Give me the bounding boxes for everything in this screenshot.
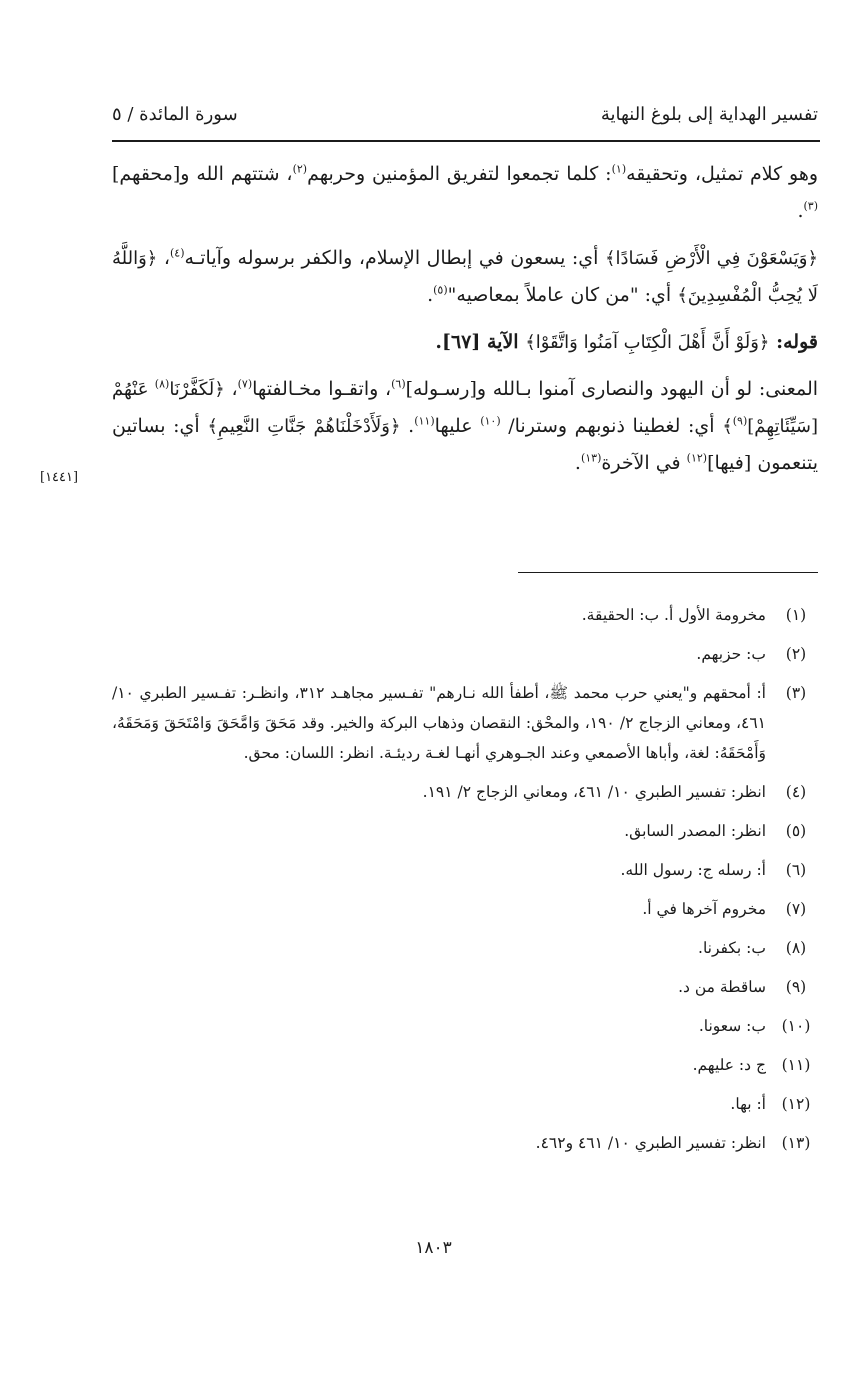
footnotes — [112, 600, 818, 1167]
footnote-text: ب: حزبهم. — [696, 645, 766, 663]
footnote-number: (٢) — [785, 645, 807, 663]
footnote-number: (٥) — [785, 822, 807, 840]
footnote-text: انظر: تفسير الطبري ١٠/ ٤٦١ و٤٦٢. — [535, 1134, 766, 1152]
footnote-text: أ: أمحقهم و"يعني حرب محمد ﷺ، أطفأ الله نـارهم" تفـسير مجاهـد ٣١٢، وانظـر: تفـسير الطبري ١٠/ ٤٦١، ومعاني الزجاج ٢/ ١٩٠، والمحْق: النقصان وذهاب البركة والخير. وقد مَحَقَ وَامَّحَقَ وَامْتَحَقَ وَمَحَقَهُ، وَأَمْحَقَهُ: لغة، وأباها الأصمعي وعند الجـوهري أنهـا لغـة رديئـة. انظر: اللسان: محق. — [112, 684, 767, 762]
body-text: أي: بساتين يتنعمون [فيها] — [112, 415, 818, 474]
page-number: ١٨٠٣ — [415, 1238, 452, 1258]
footnote-text: أ: رسله ج: رسول الله. — [620, 861, 766, 879]
body-text: ، — [157, 247, 170, 269]
footnote-item — [112, 1089, 818, 1119]
footnote-item — [112, 1128, 818, 1158]
running-header — [112, 98, 818, 132]
body-text: أي: يسعون في إبطال الإسلام، والكفر برسوله وآياتـه — [184, 247, 605, 269]
footnote-reference: (٨) — [154, 377, 170, 391]
footnote-number: (٧) — [785, 900, 807, 918]
footnote-item — [112, 1050, 818, 1080]
footnote-reference: (١٣) — [580, 451, 602, 465]
quran-verse: ﴾ — [722, 416, 733, 437]
body-text: أي: لغطينا ذنوبهم وسترنا/ — [500, 415, 723, 437]
body-text: المعنى: لو أن اليهود والنصارى آمنوا بـالله و[رسـوله] — [405, 378, 819, 400]
footnote-number: (١) — [785, 606, 807, 624]
book-title: تفسير الهداية إلى بلوغ النهاية — [600, 104, 818, 125]
quran-verse: ﴿وَلَوْ أَنَّ أَهْلَ الْكِتَابِ آمَنُوا وَاتَّقَوْا﴾ — [525, 332, 770, 353]
footnote-item — [112, 933, 818, 963]
quran-verse: ﴿وَلَأَدْخَلْنَاهُمْ جَنَّاتِ النَّعِيمِ﴾ — [207, 416, 401, 437]
footnote-text: مخروم آخرها في أ. — [642, 900, 766, 918]
footnote-item — [112, 816, 818, 846]
footnote-reference: (٦) — [391, 377, 406, 391]
body-paragraph — [112, 324, 818, 361]
footnote-item — [112, 777, 818, 807]
verse-heading: الآية [٦٧]. — [435, 331, 526, 353]
footnote-text: انظر: تفسير الطبري ١٠/ ٤٦١، ومعاني الزجاج ٢/ ١٩١. — [422, 783, 766, 801]
footnote-text: ب: بكفرنا. — [698, 939, 766, 957]
surah-label: سورة المائدة / ٥ — [112, 104, 238, 125]
footnote-reference: (٣) — [803, 199, 818, 213]
footnote-reference: (١٠) — [480, 414, 501, 428]
footnote-number: (٣) — [785, 684, 807, 702]
footnote-item — [112, 894, 818, 924]
body-text: : كلما تجمعوا لتفريق المؤمنين وحربهم — [307, 163, 612, 185]
header-divider — [112, 140, 820, 142]
footnote-item — [112, 639, 818, 669]
footnote-reference: (١) — [611, 162, 627, 176]
body-text: ، واتقـوا مخـالفتها — [252, 378, 392, 400]
footnote-number: (٨) — [785, 939, 807, 957]
footnote-text: انظر: المصدر السابق. — [624, 822, 766, 840]
body-text: في الآخرة — [601, 452, 687, 474]
footnote-reference: (٥) — [433, 283, 448, 297]
quran-verse: عَنْهُمْ [سَيِّئَاتِهِمْ] — [112, 379, 819, 437]
footnote-item — [112, 678, 818, 768]
footnote-reference: (٢) — [292, 162, 308, 176]
footnote-text: مخرومة الأول أ. ب: الحقيقة. — [581, 606, 766, 624]
body-text: . — [400, 415, 415, 437]
body-text: ، — [224, 378, 238, 400]
body-text: عليها — [434, 415, 481, 437]
footnote-reference: (٩) — [732, 414, 748, 428]
footnote-text: أ: بها. — [730, 1095, 766, 1113]
footnote-number: (١٠) — [781, 1017, 811, 1035]
footnote-item — [112, 600, 818, 630]
body-paragraph — [112, 371, 818, 482]
body-text: . — [574, 452, 581, 474]
footnote-text: ج د: عليهم. — [692, 1056, 766, 1074]
main-text — [112, 156, 818, 482]
verse-heading: قوله: — [769, 331, 818, 353]
footnote-reference: (١٢) — [686, 451, 708, 465]
footnote-text: ب: سعونا. — [698, 1017, 766, 1035]
body-text: وهو كلام تمثيل، وتحقيقه — [626, 163, 819, 185]
footnote-reference: (٤) — [169, 246, 185, 260]
footnote-number: (٦) — [785, 861, 807, 879]
body-text: . — [427, 284, 434, 306]
body-text: . — [797, 200, 804, 222]
body-text: ، شتتهم الله و[محقهم] — [112, 163, 293, 185]
quran-verse: ﴿وَاللَّهُ لَا يُحِبُّ الْمُفْسِدِينَ﴾ — [112, 248, 818, 306]
footnote-number: (١١) — [781, 1056, 811, 1074]
body-paragraph — [112, 156, 818, 230]
footnote-number: (٩) — [785, 978, 807, 996]
footnote-number: (١٣) — [781, 1134, 811, 1152]
footnote-item — [112, 1011, 818, 1041]
footnote-number: (٤) — [785, 783, 807, 801]
footnote-reference: (٧) — [237, 377, 253, 391]
footnote-divider — [518, 572, 818, 573]
quran-verse: ﴿وَيَسْعَوْنَ فِي الْأَرْضِ فَسَادًا﴾ — [604, 248, 818, 269]
footnote-reference: (١١) — [414, 414, 435, 428]
manuscript-folio-marker: [١٤٤١] — [40, 470, 79, 485]
quran-verse: ﴿لَكَفَّرْنَا — [169, 379, 225, 400]
body-text: أي: "من كان عاملاً بمعاصيه" — [447, 284, 678, 306]
footnote-item — [112, 972, 818, 1002]
footnote-item — [112, 855, 818, 885]
footnote-text: ساقطة من د. — [678, 978, 766, 996]
footnote-number: (١٢) — [781, 1095, 811, 1113]
body-paragraph — [112, 240, 818, 314]
